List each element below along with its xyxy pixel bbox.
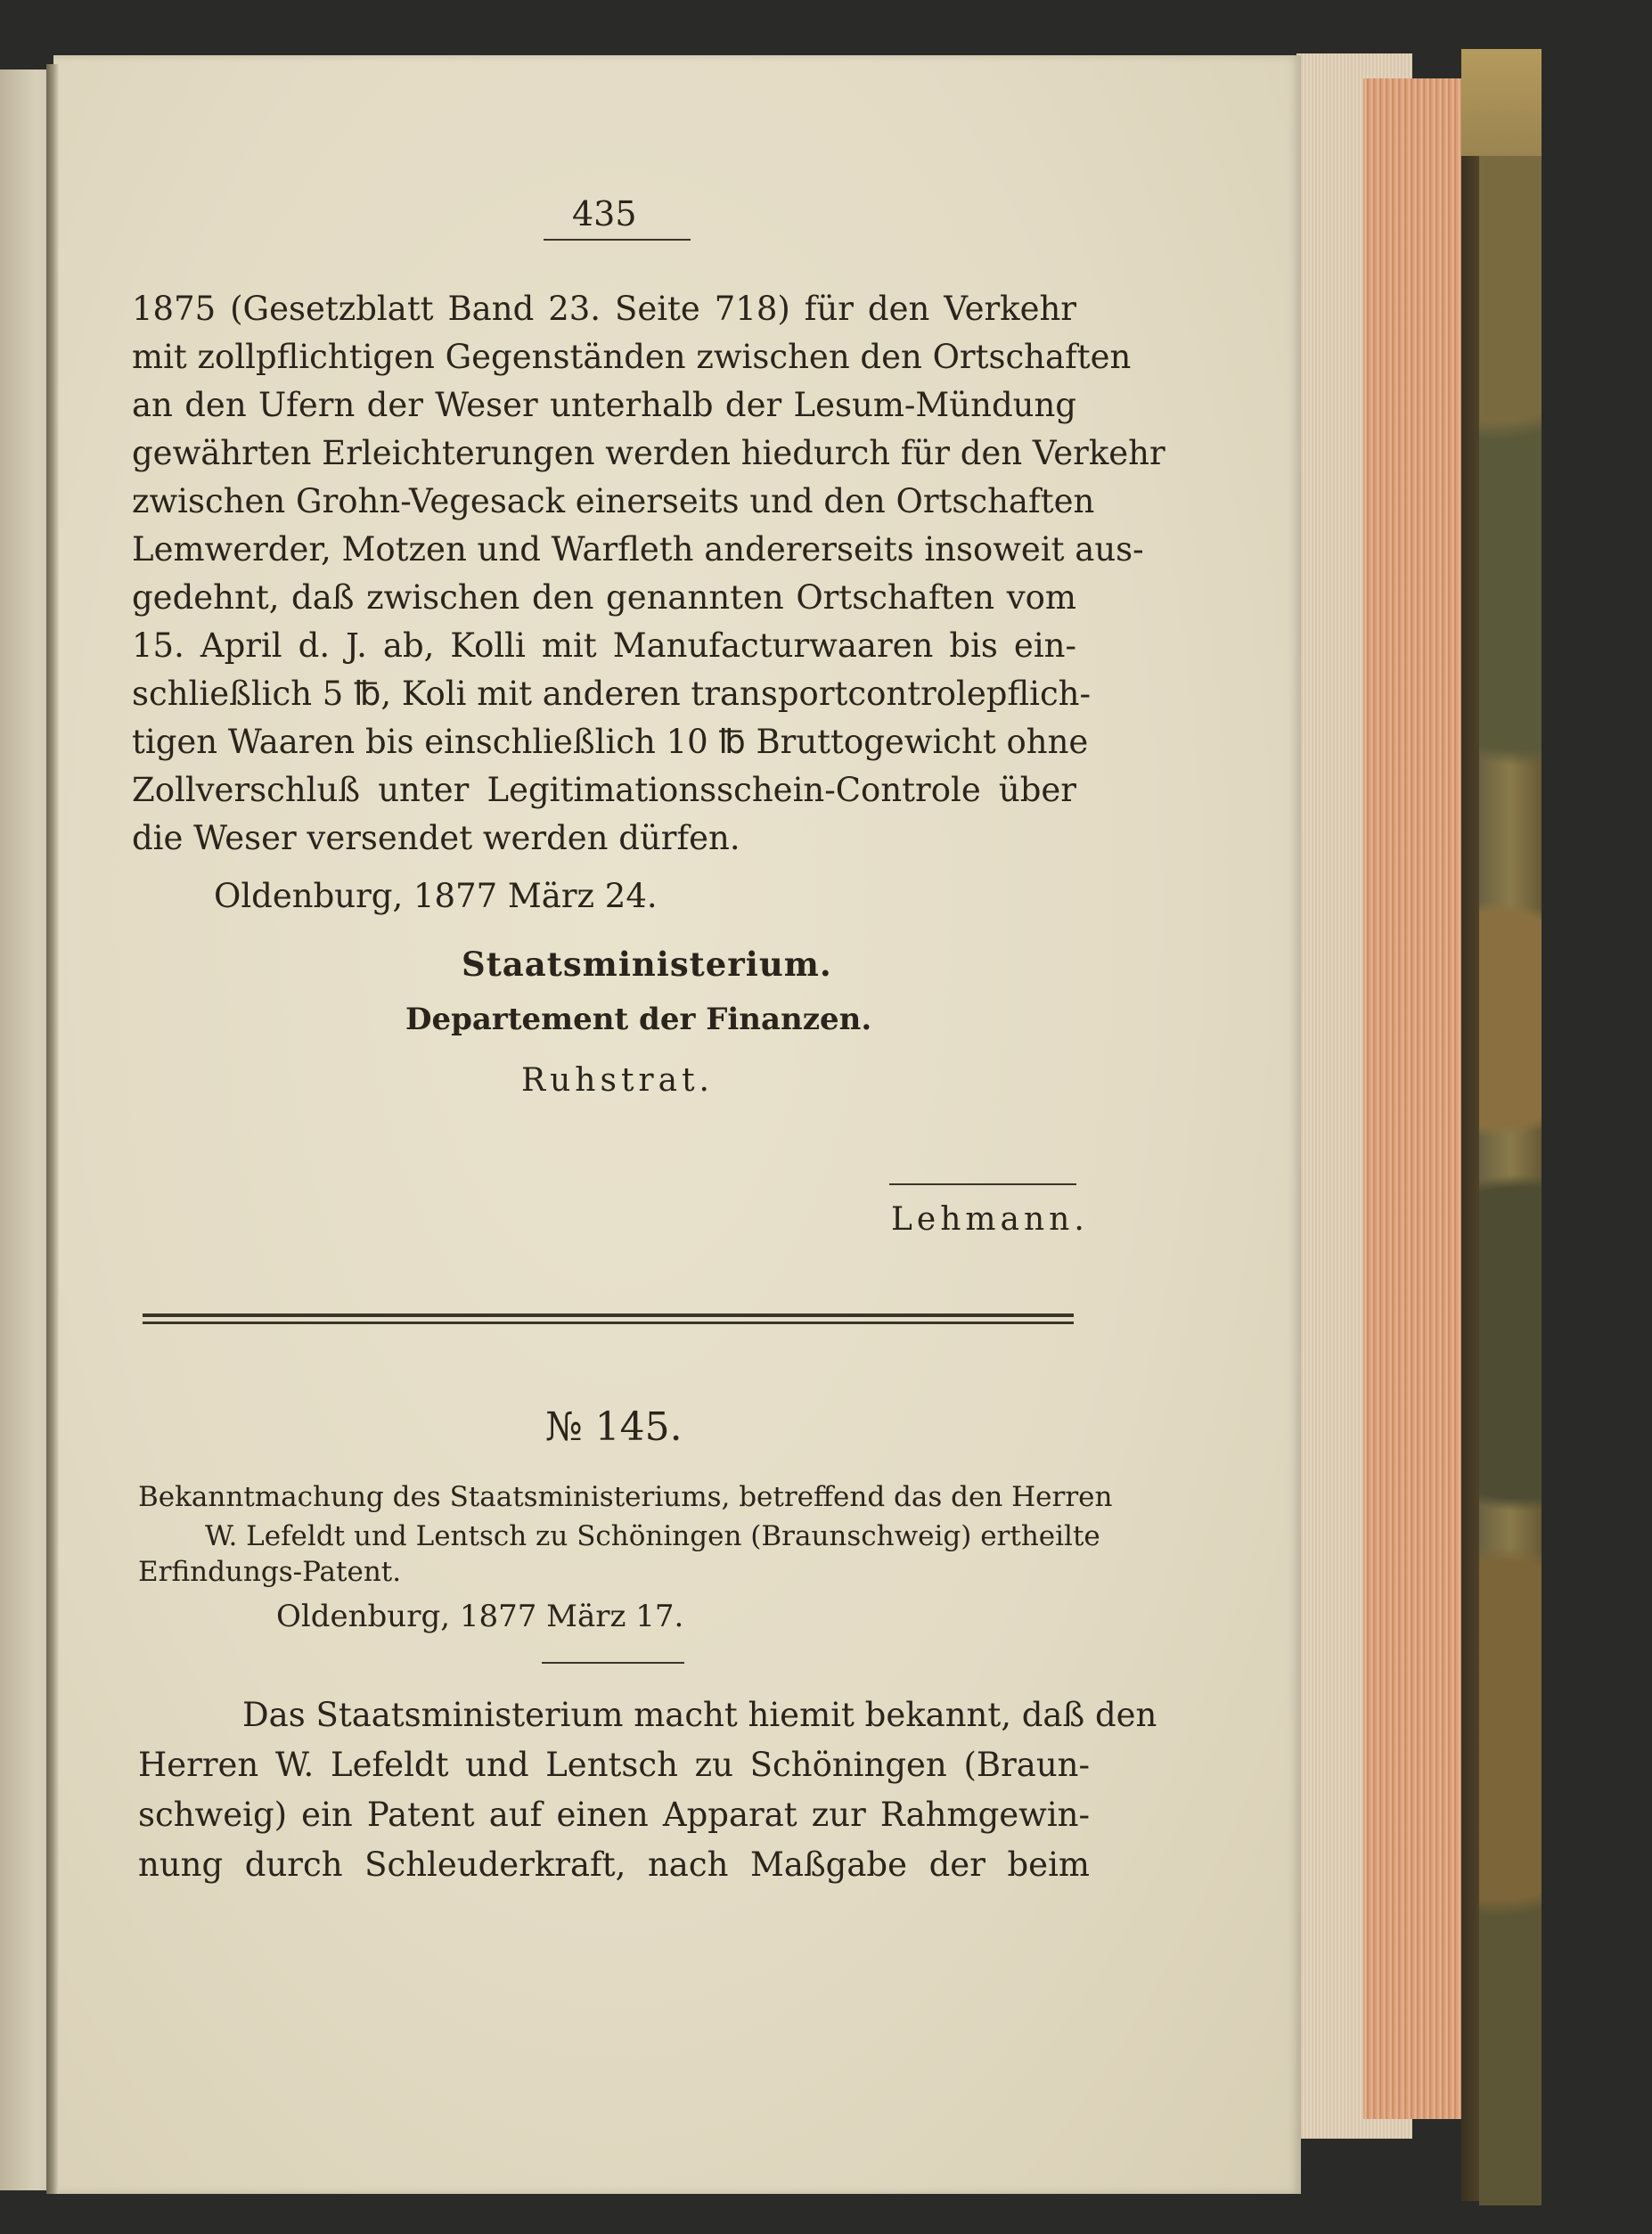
text-line: mit zollpflichtigen Gegenständen zwischen den Ortschaften [132,338,1132,376]
cover-corner [1461,49,1542,156]
notice-title-line: Bekanntmachung des Staatsministeriums, betreffend das den Herren [138,1481,1113,1513]
text-line: 1875 (Gesetzblatt Band 23. Seite 718) für den Verkehr [132,290,1076,328]
countersign-name: Lehmann. [891,1201,1089,1238]
department-line: Departement der Finanzen. [405,1002,872,1037]
text-line: 15. April d. J. ab, Kolli mit Manufacturwaaren bis ein- [132,626,1076,665]
previous-page-edge [0,70,52,2190]
page-block-colored-edges [1363,78,1466,2119]
page-number-rule [544,239,691,241]
section-divider-top [143,1313,1074,1317]
text-line: gewährten Erleichterungen werden hiedurch für den Verkehr [132,434,1165,472]
text-line: Lemwerder, Motzen und Warfleth andererseits insoweit aus- [132,530,1144,569]
authority-line: Staatsministerium. [462,945,832,984]
section-divider-bottom [143,1322,1074,1324]
notice-body-line: Das Staatsministerium macht hiemit bekannt, daß den [242,1696,1157,1734]
text-line: schließlich 5 ℔, Koli mit anderen transportcontrolepflich- [132,675,1092,713]
signatory-name: Ruhstrat. [521,1062,714,1099]
text-line: tigen Waaren bis einschließlich 10 ℔ Bruttogewicht ohne [132,723,1089,761]
page-number: 435 [572,194,637,233]
marbled-cover [1479,49,1542,2205]
notice-number: № 145. [545,1404,683,1450]
notice-rule [542,1662,684,1664]
text-line: gedehnt, daß zwischen den genannten Ortschaften vom [132,578,1076,617]
text-line: Zollverschluß unter Legitimationsschein-Controle über [132,771,1076,809]
notice-title-line: Erfindungs-Patent. [138,1556,402,1588]
date-line: Oldenburg, 1877 März 24. [214,877,658,915]
text-line: an den Ufern der Weser unterhalb der Lesum-Mündung [132,386,1076,424]
text-line: zwischen Grohn-Vegesack einerseits und den Ortschaften [132,482,1095,520]
page-gutter [46,64,59,2194]
notice-body-line: schweig) ein Patent auf einen Apparat zur Rahmgewin- [138,1796,1090,1834]
countersign-rule [889,1183,1076,1185]
text-line: die Weser versendet werden dürfen. [132,819,740,857]
notice-body-line: Herren W. Lefeldt und Lentsch zu Schöningen (Braun- [138,1746,1090,1784]
notice-date: Oldenburg, 1877 März 17. [276,1599,684,1634]
notice-title-line: W. Lefeldt und Lentsch zu Schöningen (Braunschweig) ertheilte [205,1520,1100,1552]
notice-body-line: nung durch Schleuderkraft, nach Maßgabe der beim [138,1845,1090,1884]
